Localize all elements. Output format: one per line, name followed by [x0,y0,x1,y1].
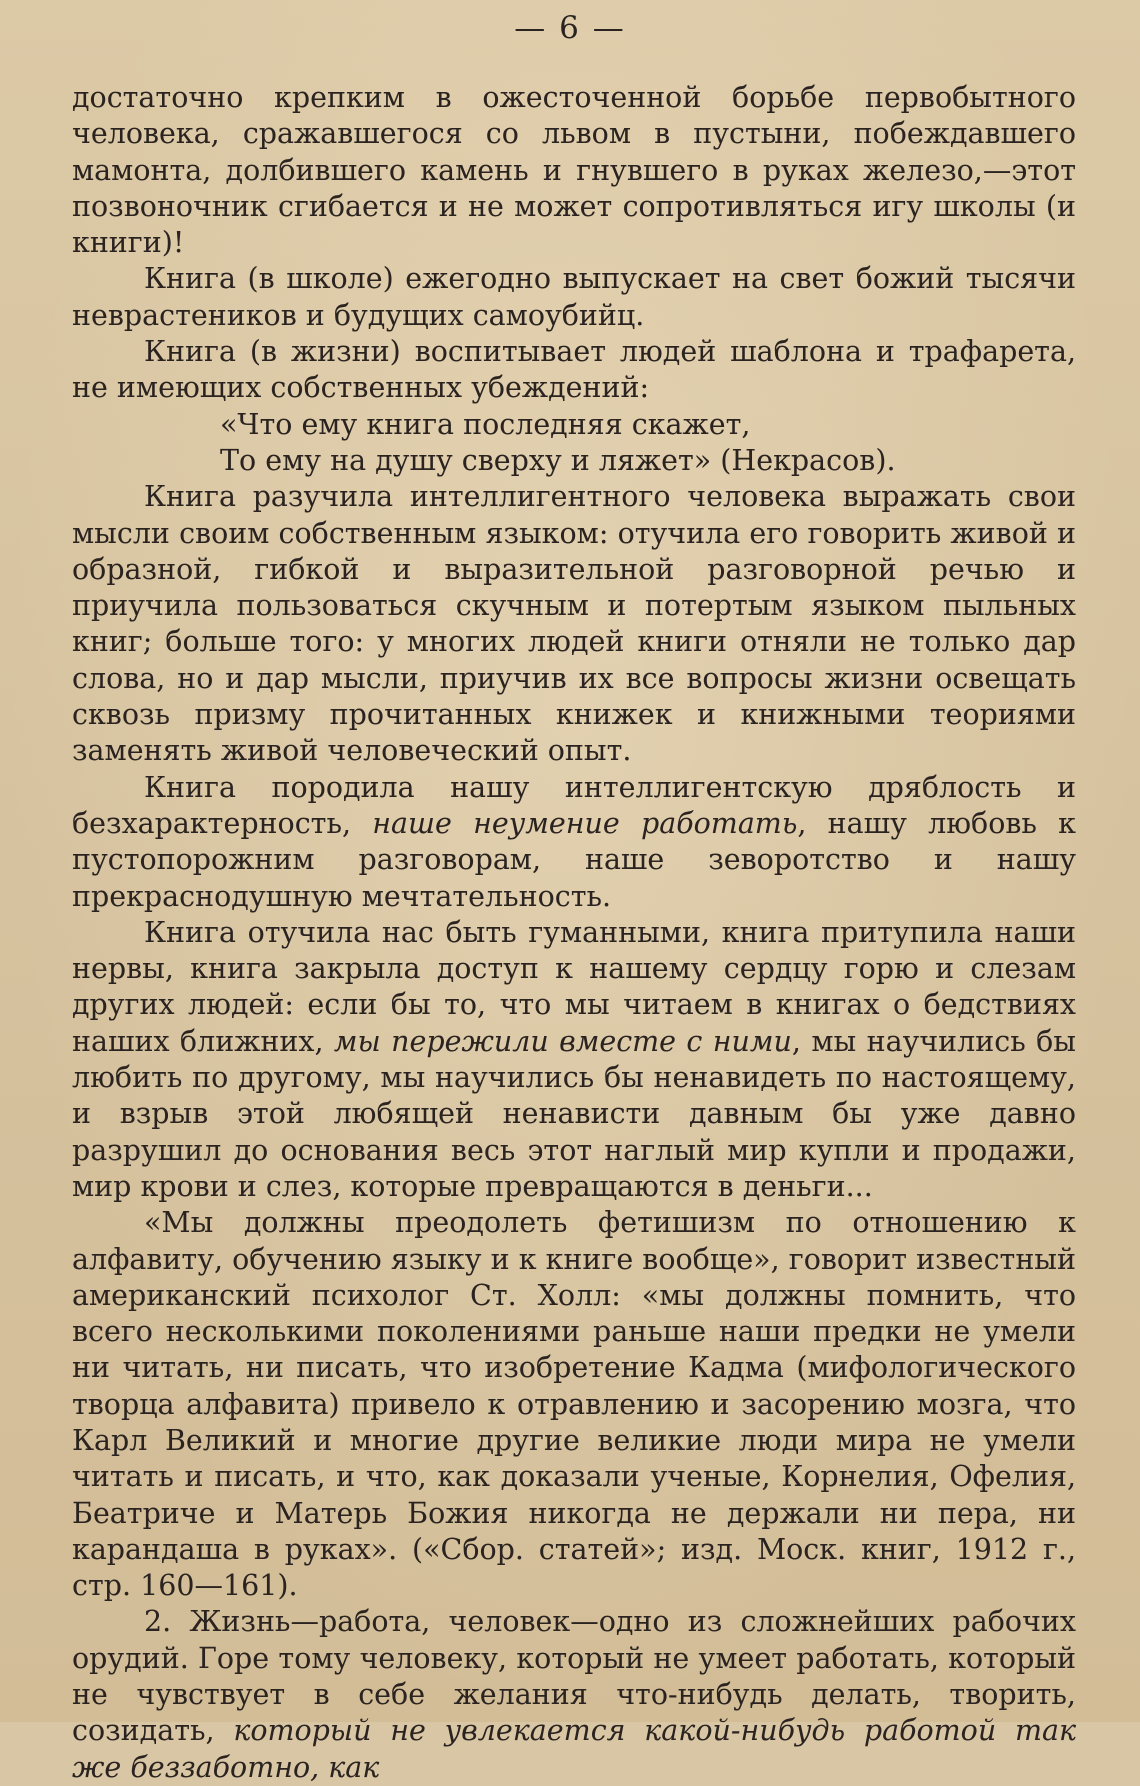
emphasis: который не увлекается какой-нибудь работой так же беззаботно, как [72,1714,1076,1784]
page-number: — 6 — [514,10,626,46]
emphasis: мы пережили вместе с ними [333,1024,792,1058]
paragraph: 2. Жизнь—работа, человек—одно из сложнейших рабочих орудий. Горе тому человеку, который не умеет работать, который не чувствует в себе желания что-нибудь делать, творить, созидать, который не увлекается какой-нибудь работой так же беззаботно, как [72,1605,1076,1784]
paragraph: Книга разучила интеллигентного человека выражать свои мысли своим собственным языком: отучила его говорить живой и образной, гибкой и выразительной разговорной речью и приучила пользоваться скучным и потертым языком пыльных книг; больше того: у многих людей книги отняли не только дар слова, но и дар мысли, приучив их все вопросы жизни освещать сквозь призму прочитанных книжек и книжными теориями заменять живой человеческий опыт. [72,480,1076,768]
paragraph: Книга отучила нас быть гуманными, книга притупила наши нервы, книга закрыла доступ к нашему сердцу горю и слезам других людей: если бы то, что мы читаем в книгах о бедствиях наших ближних, мы пережили вместе с ними, мы научились бы любить по другому, мы научились бы ненавидеть по настоящему, и взрыв этой любящей ненависти давным бы уже давно разрушил до основания весь этот наглый мир купли и продажи, мир крови и слез, которые превращаются в деньги... [72,915,1076,1203]
paragraph: Книга (в школе) ежегодно выпускает на свет божий тысячи неврастеников и будущих самоубийц. [72,262,1076,332]
verse-line: «Что ему книга последняя скажет, [220,407,751,441]
paragraph: Книга породила нашу интеллигентскую дряблость и безхарактерность, наше неумение работать, нашу любовь к пустопорожним разговорам, наше зеворотство и нашу прекраснодушную мечтательность. [72,770,1076,913]
paragraph: Книга (в жизни) воспитывает людей шаблона и трафарета, не имеющих собственных убеждений: [72,335,1076,405]
emphasis: наше неумение работать [372,806,798,840]
paragraph: «Мы должны преодолеть фетишизм по отношению к алфавиту, обучению языку и к книге вообще», говорит известный американский психолог Ст. Холл: «мы должны помнить, что всего несколькими поколениями раньше наши предки не умели ни читать, ни писать, что изобретение Кадма (мифологического творца алфавита) привело к отравлению и засорению мозга, что Карл Великий и многие другие великие люди мира не умели читать и писать, и что, как доказали ученые, Корнелия, Офелия, Беатриче и Матерь Божия никогда не держали ни пера, ни карандаша в руках». («Сбор. статей»; изд. Моск. книг, 1912 г., стр. 160—161). [72,1206,1076,1603]
verse-quote [72,407,1076,480]
body-text [72,80,1076,1786]
paragraph: достаточно крепким в ожесточенной борьбе первобытного человека, сражавшегося со львом в пустыни, побеждавшего мамонта, долбившего камень и гнувшего в руках железо,—этот позвоночник сгибается и не может сопротивляться игу школы (и книги)! [72,81,1076,260]
verse-line: То ему на душу сверху и ляжет» (Некрасов). [220,443,896,477]
